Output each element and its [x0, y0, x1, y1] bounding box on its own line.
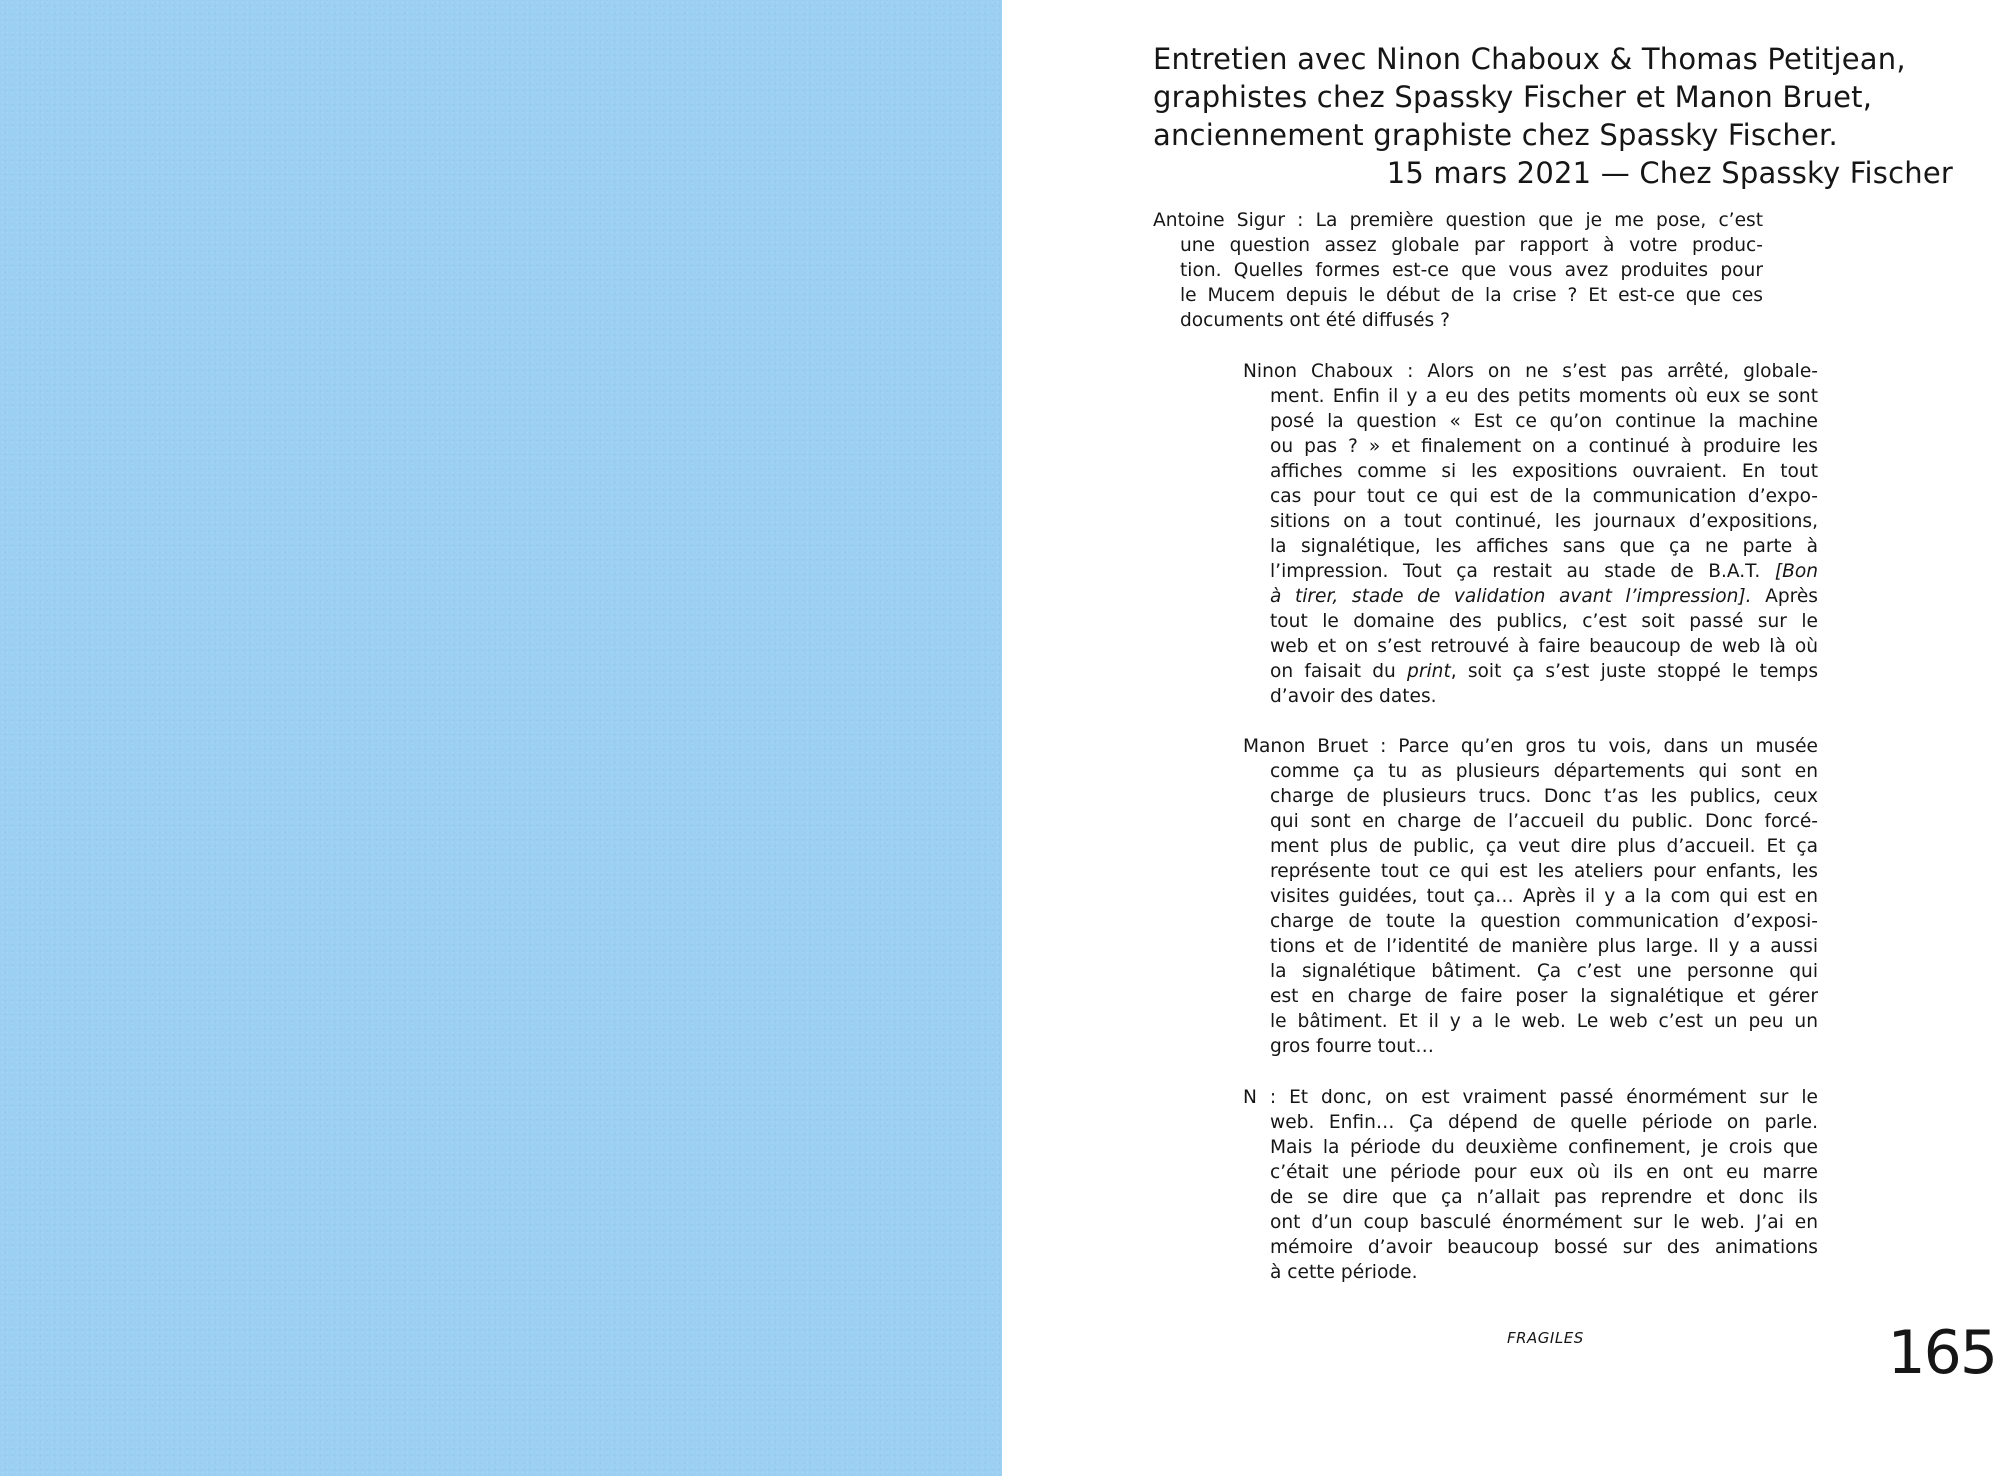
text-line: tions et de l’identité de manière plus large. Il y a aussi — [1270, 936, 1818, 957]
title-line-2: graphistes chez Spassky Fischer et Manon Bruet, — [1153, 80, 1873, 114]
text-line: mémoire d’avoir beaucoup bossé sur des animations — [1270, 1237, 1818, 1258]
paragraph-manon-bruet — [1243, 734, 1818, 1059]
text-line: sitions on a tout continué, les journaux d’expositions, — [1270, 511, 1818, 532]
text-line: ment. Enfin il y a eu des petits moments où eux se sont — [1270, 386, 1818, 407]
text-line: de se dire que ça n’allait pas reprendre et donc ils — [1270, 1187, 1818, 1208]
text-segment: , soit ça s’est juste stoppé le temps — [1450, 661, 1818, 682]
text-line: une question assez globale par rapport à votre produc- — [1180, 235, 1763, 256]
text-line: est en charge de faire poser la signalétique et gérer — [1270, 986, 1818, 1007]
text-line: charge de toute la question communication d’exposi- — [1270, 911, 1818, 932]
text-line: cas pour tout ce qui est de la communication d’expo- — [1270, 486, 1818, 507]
text-line: d’avoir des dates. — [1270, 686, 1437, 707]
text-line: c’était une période pour eux où ils en ont eu marre — [1270, 1162, 1818, 1183]
running-footer: FRAGILES — [1507, 1329, 1584, 1347]
text-line: visites guidées, tout ça… Après il y a la com qui est en — [1270, 886, 1818, 907]
text-line: le Mucem depuis le début de la crise ? Et est-ce que ces — [1180, 285, 1763, 306]
text-line: tion. Quelles formes est-ce que vous avez produites pour — [1180, 260, 1763, 281]
text-line: gros fourre tout… — [1270, 1036, 1434, 1057]
text-line: la signalétique bâtiment. Ça c’est une personne qui — [1270, 961, 1818, 982]
text-line: qui sont en charge de l’accueil du public. Donc forcé- — [1270, 811, 1818, 832]
text-line: ment plus de public, ça veut dire plus d’accueil. Et ça — [1270, 836, 1818, 857]
text-line: web. Enfin… Ça dépend de quelle période on parle. — [1270, 1112, 1818, 1133]
text-line: la signalétique, les affiches sans que ça ne parte à — [1270, 536, 1818, 557]
title-line-1: Entretien avec Ninon Chaboux & Thomas Petitjean, — [1153, 42, 1906, 76]
text-line: à cette période. — [1270, 1262, 1418, 1283]
page-number: 165 — [1887, 1318, 1996, 1388]
text-segment: Après — [1765, 586, 1818, 607]
editorial-note: [Bon — [1774, 561, 1818, 582]
text-line: Antoine Sigur : La première question que je me pose, c’est — [1153, 210, 1763, 231]
editorial-note: à tirer, stade de validation avant l’impression]. — [1270, 586, 1752, 607]
text-line — [1243, 584, 1818, 609]
text-line: web et on s’est retrouvé à faire beaucoup de web là où — [1270, 636, 1818, 657]
text-line: comme ça tu as plusieurs départements qui sont en — [1270, 761, 1818, 782]
text-line: le bâtiment. Et il y a le web. Le web c’est un peu un — [1270, 1011, 1818, 1032]
paragraph-ninon-followup — [1243, 1085, 1818, 1285]
text-page — [1002, 0, 2008, 1476]
text-line: N : Et donc, on est vraiment passé énormément sur le — [1243, 1087, 1818, 1108]
text-segment: l’impression. Tout ça restait au stade de B.A.T. — [1270, 561, 1761, 582]
text-line: Manon Bruet : Parce qu’en gros tu vois, dans un musée — [1243, 736, 1818, 757]
text-line — [1243, 659, 1818, 684]
text-line: documents ont été diffusés ? — [1180, 310, 1451, 331]
title-date-location: 15 mars 2021 — Chez Spassky Fischer — [1386, 156, 1953, 190]
text-line: Mais la période du deuxième confinement, je crois que — [1270, 1137, 1818, 1158]
italic-term: print — [1407, 661, 1451, 682]
text-line: posé la question « Est ce qu’on continue la machine — [1270, 411, 1818, 432]
blank-blue-page — [0, 0, 1002, 1476]
text-line: Ninon Chaboux : Alors on ne s’est pas arrêté, globale- — [1243, 361, 1818, 382]
paragraph-ninon-chaboux — [1243, 359, 1818, 709]
text-line — [1243, 559, 1818, 584]
text-line: charge de plusieurs trucs. Donc t’as les publics, ceux — [1270, 786, 1818, 807]
text-segment: on faisait du — [1270, 661, 1396, 682]
text-line: ou pas ? » et finalement on a continué à produire les — [1270, 436, 1818, 457]
title-line-3: anciennement graphiste chez Spassky Fischer. — [1153, 118, 1838, 152]
paragraph-antoine-sigur — [1153, 208, 1763, 333]
text-line: représente tout ce qui est les ateliers pour enfants, les — [1270, 861, 1818, 882]
interview-title — [1153, 40, 1953, 192]
text-line: ont d’un coup basculé énormément sur le web. J’ai en — [1270, 1212, 1818, 1233]
text-line: tout le domaine des publics, c’est soit passé sur le — [1270, 611, 1818, 632]
text-line: affiches comme si les expositions ouvraient. En tout — [1270, 461, 1818, 482]
